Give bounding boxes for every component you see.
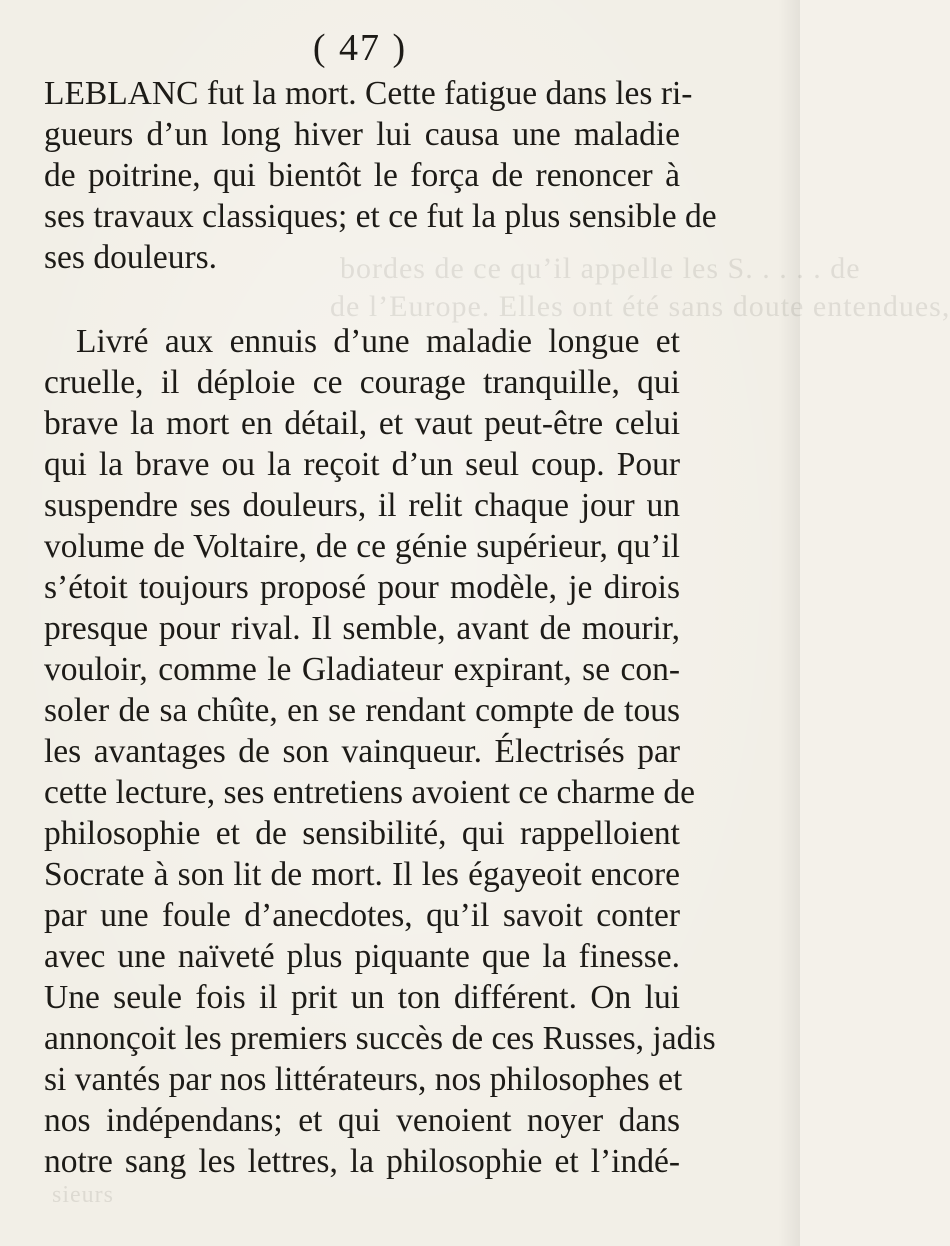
- text-line: volume de Voltaire, de ce génie supérieur, qu’il: [44, 528, 680, 565]
- page-number: ( 47 ): [312, 27, 408, 69]
- text-line: notre sang les lettres, la philosophie et l’indé-: [44, 1143, 680, 1180]
- text-line: vouloir, comme le Gladiateur expirant, se con-: [44, 651, 680, 688]
- text-line: les avantages de son vainqueur. Électrisés par: [44, 733, 680, 770]
- text-line: suspendre ses douleurs, il relit chaque jour un: [44, 487, 680, 524]
- show-through-footer: sieurs: [52, 1182, 114, 1208]
- text-line: Livré aux ennuis d’une maladie longue et: [76, 323, 680, 360]
- show-through-text: bordes de ce qu’il appelle les S. . . . . de: [340, 252, 861, 285]
- text-line: de poitrine, qui bientôt le força de renoncer à: [44, 157, 680, 194]
- text-line: qui la brave ou la reçoit d’un seul coup. Pour: [44, 446, 680, 483]
- text-line: s’étoit toujours proposé pour modèle, je dirois: [44, 569, 680, 606]
- text-line: Socrate à son lit de mort. Il les égayeoit encore: [44, 856, 680, 893]
- text-line: Une seule fois il prit un ton différent. On lui: [44, 979, 680, 1016]
- text-line: soler de sa chûte, en se rendant compte de tous: [44, 692, 680, 729]
- page-gutter-shadow: [778, 0, 800, 1246]
- text-line: avec une naïveté plus piquante que la finesse.: [44, 938, 680, 975]
- show-through-text: de l’Europe. Elles ont été sans doute entendues,: [330, 290, 950, 323]
- text-line: annonçoit les premiers succès de ces Russes, jadis: [44, 1020, 716, 1057]
- text-line: philosophie et de sensibilité, qui rappelloient: [44, 815, 680, 852]
- text-line: cruelle, il déploie ce courage tranquille, qui: [44, 364, 680, 401]
- text-line: ses douleurs.: [44, 239, 218, 276]
- text-line: brave la mort en détail, et vaut peut-être celui: [44, 405, 680, 442]
- text-line: si vantés par nos littérateurs, nos philosophes et: [44, 1061, 683, 1098]
- text-line: ses travaux classiques; et ce fut la plus sensible de: [44, 198, 717, 235]
- text-line: cette lecture, ses entretiens avoient ce charme de: [44, 774, 696, 811]
- text-line: LEBLANC fut la mort. Cette fatigue dans les ri-: [44, 75, 693, 112]
- text-line: nos indépendans; et qui venoient noyer dans: [44, 1102, 680, 1139]
- text-line: gueurs d’un long hiver lui causa une maladie: [44, 116, 680, 153]
- text-line: presque pour rival. Il semble, avant de mourir,: [44, 610, 680, 647]
- text-line: par une foule d’anecdotes, qu’il savoit conter: [44, 897, 680, 934]
